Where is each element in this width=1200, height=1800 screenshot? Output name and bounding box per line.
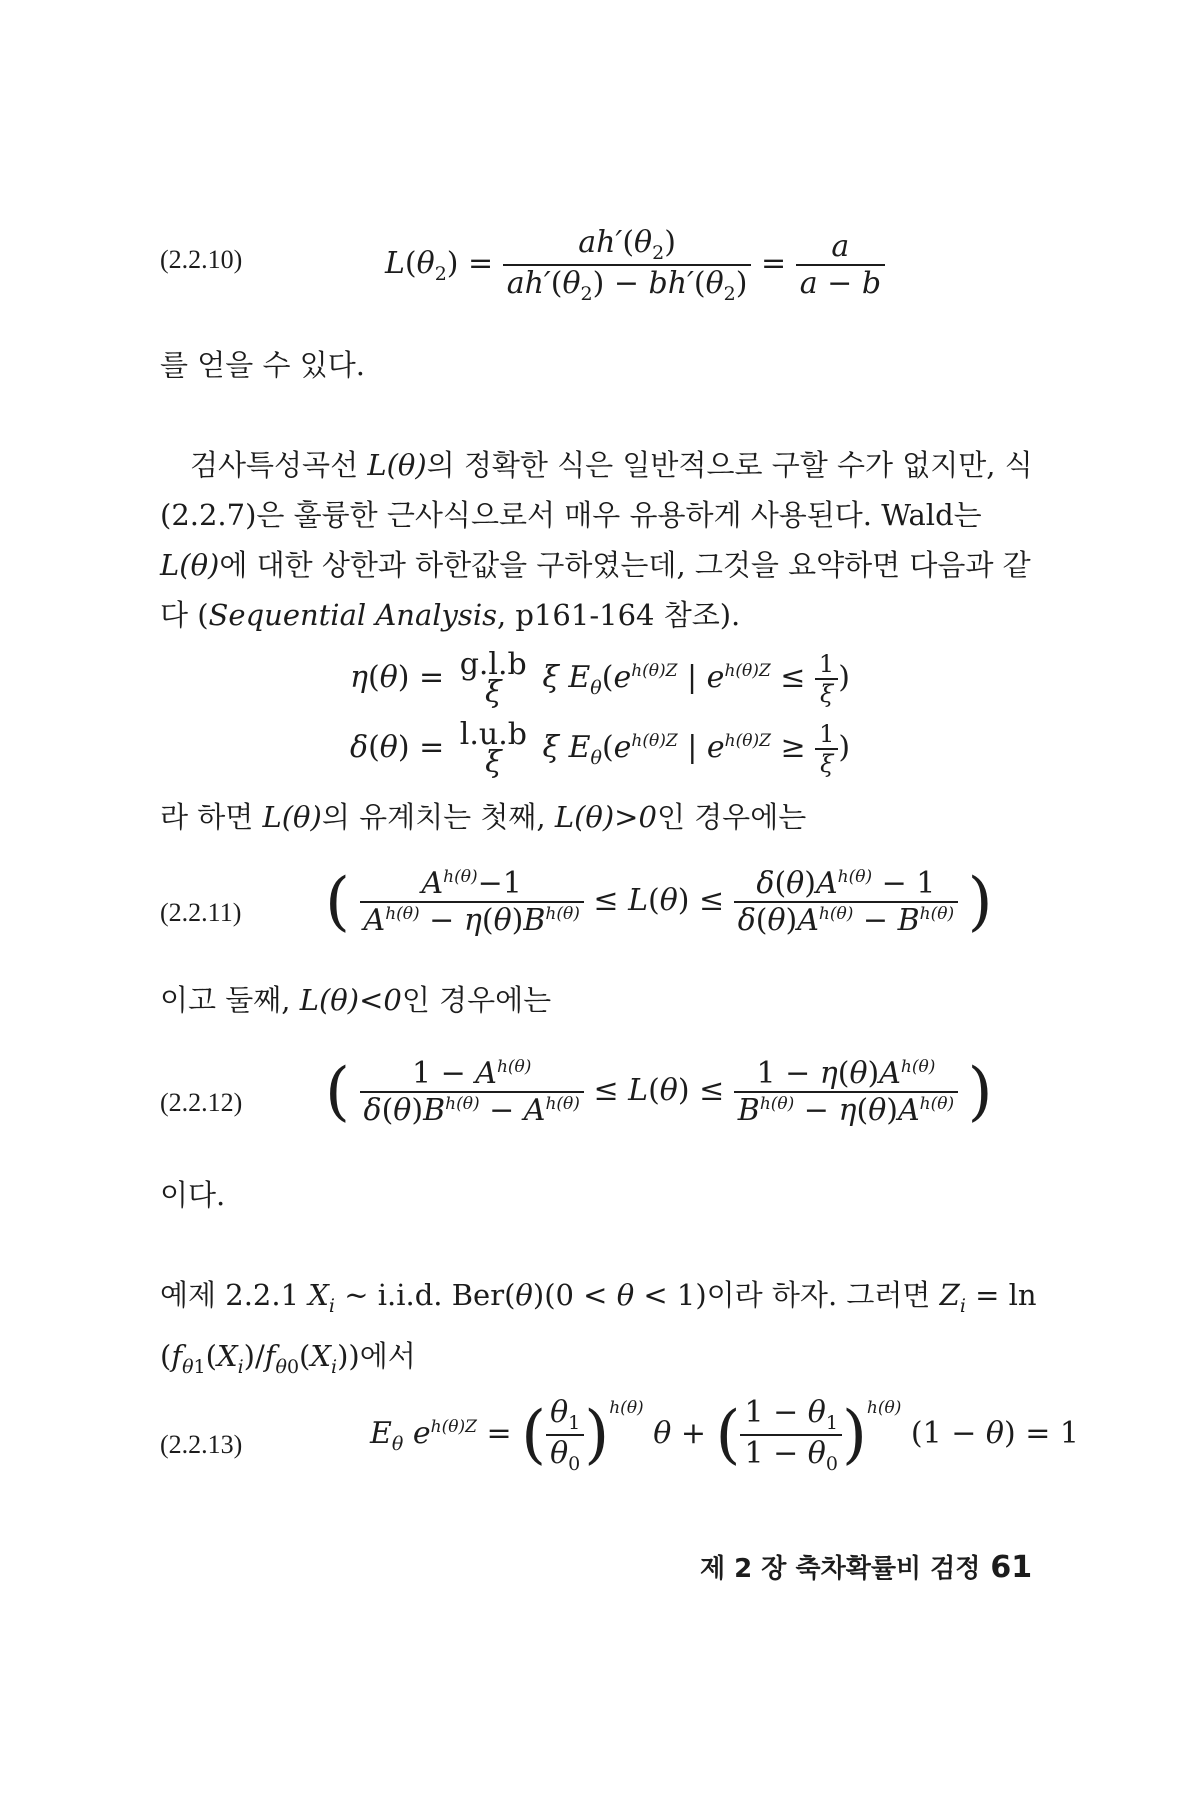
equation-number: (2.2.13) (160, 1430, 243, 1459)
example-2-2-1: 예제 2.2.1 $X_i$ ~ i.i.d. Ber(θ)(0 < θ < 1)이라 하자. 그러면 $Z_i = \ln (f_{\theta 1}(X_i)/f_{\theta 0}(X_i))$에서 (160, 1278, 1037, 1378)
equation-body: ( $\frac{1 - A^{h(\theta)}}{\delta(\theta)B^{h(\theta)} - A^{h(\theta)}}$ ≤ L(θ) ≤ $\frac{1 - \eta(\theta)A^{h(\theta)}}{B^{h(\theta)} - \eta(\theta)A^{h(\theta)}}$ ) (325, 1055, 993, 1129)
paragraph-2: 검사특성곡선 L(θ)의 정확한 식은 일반적으로 구할 수가 없지만, 식 (2.2.7)은 훌륭한 근사식으로서 매우 유용하게 사용된다. Wald는 L(θ)에 대한 상한과 하한값을 구하였는데, 그것을 요약하면 다음과 같다 (Sequential Analysis, p161-164 참조). (160, 448, 1033, 632)
page-footer (700, 1548, 1032, 1585)
equation-number: (2.2.11) (160, 898, 242, 927)
equation-number: (2.2.10) (160, 245, 243, 274)
equation-body: $E_\theta$ $e^{h(\theta)Z}$ = ( $\frac{\theta_1}{\theta_0}$ )$^{h(\theta)}$ θ + ( $\frac{1 - \theta_1}{1 - \theta_0}$ )$^{h(\theta)}$ (1 − θ) = 1 (370, 1395, 1079, 1475)
paragraph-3: 라 하면 L(θ)의 유계치는 첫째, L(θ)>0인 경우에는 (160, 800, 807, 834)
chapter-title: 제 2 장 축차확률비 검정 (700, 1554, 981, 1584)
equation-body: η(θ) = g.l.b ξ ξ $E_\theta(e^{h(\theta)Z}$ | $e^{h(\theta)Z}$ ≤ $\frac{1}{\xi}$ ) (350, 647, 850, 710)
paragraph-1: 를 얻을 수 있다. (160, 348, 365, 382)
equation-body: ( $\frac{A^{h(\theta)}-1}{A^{h(\theta)} - \eta(\theta)B^{h(\theta)}}$ ≤ L(θ) ≤ $\frac{\delta(\theta)A^{h(\theta)} - 1}{\delta(\theta)A^{h(\theta)} - B^{h(\theta)}}$ ) (325, 865, 993, 939)
paragraph-5: 이다. (160, 1178, 226, 1212)
book-title: Sequential Analysis (208, 598, 497, 632)
page-number: 61 (990, 1550, 1033, 1585)
equation-number: (2.2.12) (160, 1088, 243, 1117)
equation-body: δ(θ) = l.u.b ξ ξ $E_\theta(e^{h(\theta)Z}$ | $e^{h(\theta)Z}$ ≥ $\frac{1}{\xi}$ ) (350, 717, 851, 780)
equation-body: $L(\theta_2)$ = $\frac{ah'(\theta_2)}{ah'(\theta_2) - bh'(\theta_2)}$ = $\frac{a}{a - b}$ (385, 225, 885, 305)
paragraph-4: 이고 둘째, L(θ)<0인 경우에는 (160, 983, 552, 1017)
